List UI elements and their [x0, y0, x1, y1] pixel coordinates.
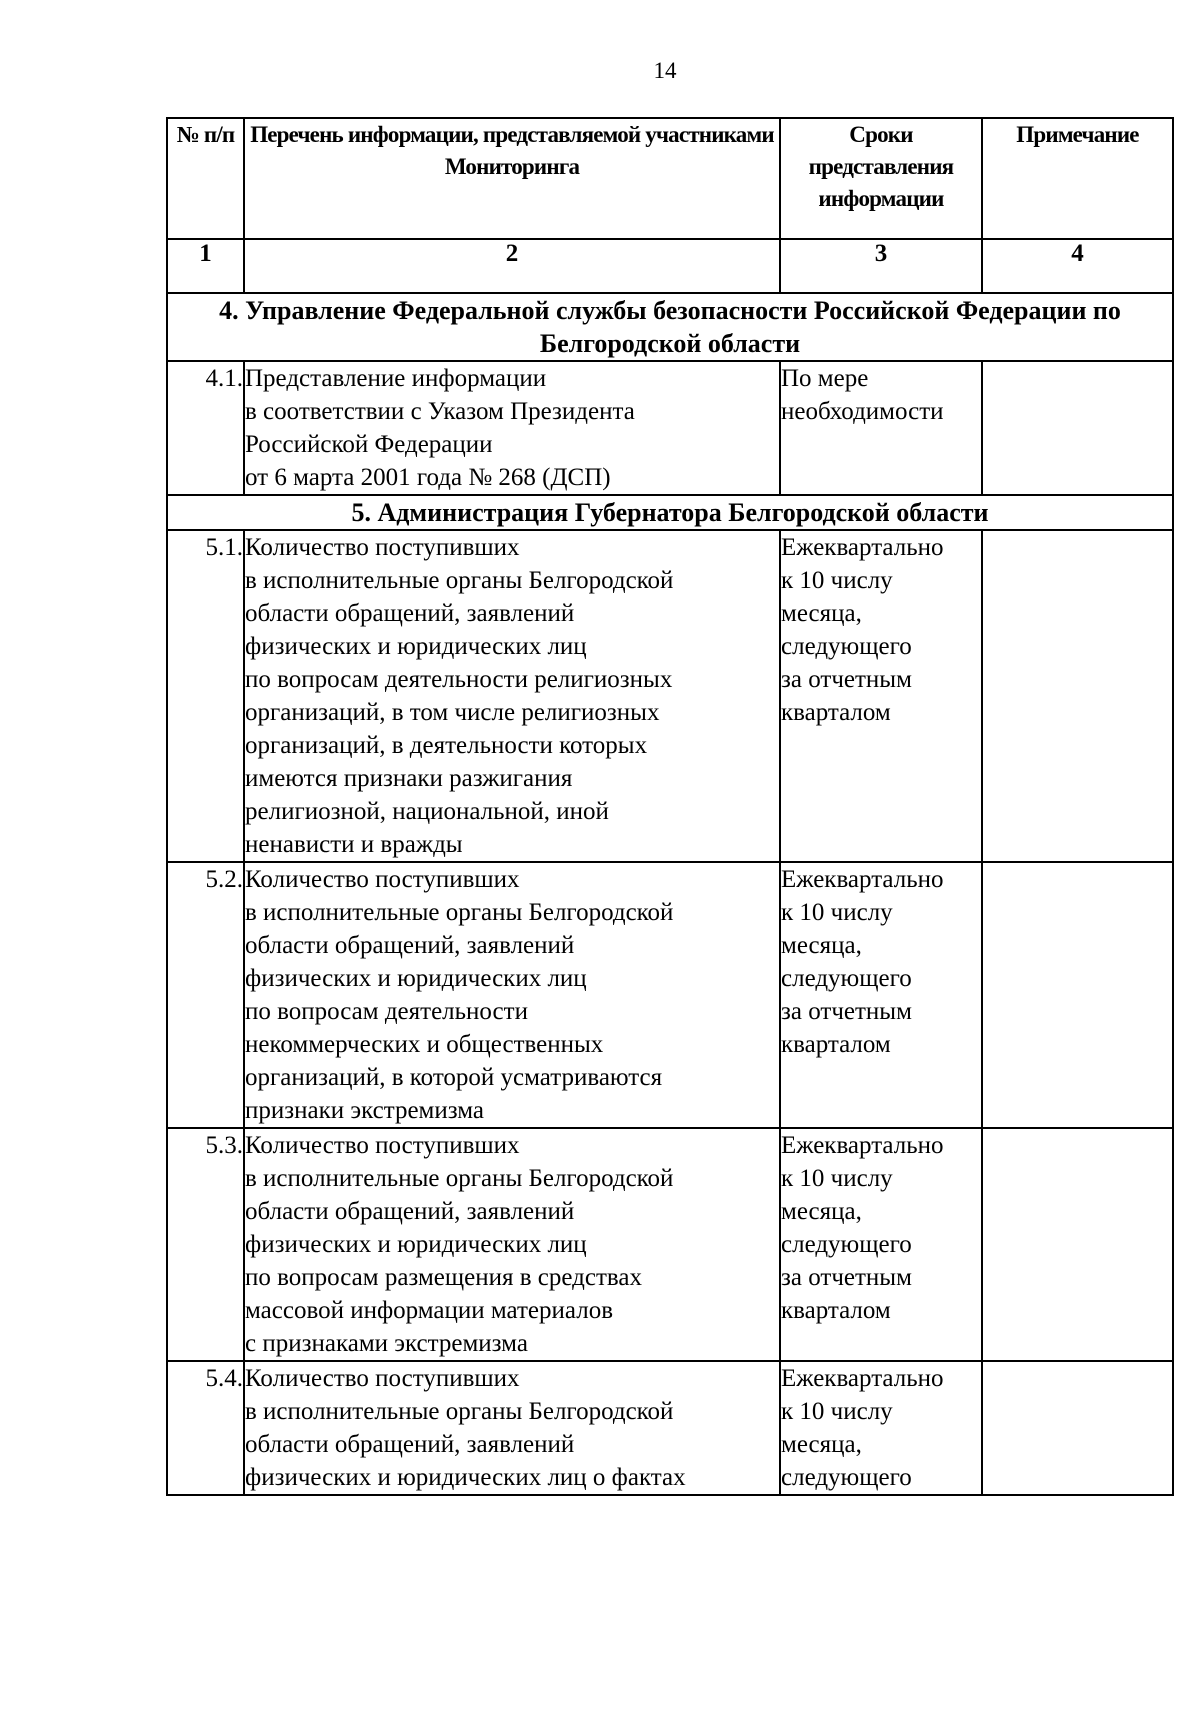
table-row: [167, 862, 1173, 1128]
row-note: [982, 530, 1173, 862]
column-number: 3: [780, 239, 982, 293]
row-number: 5.2.: [167, 862, 244, 1128]
row-text: Количество поступивших в исполнительные органы Белгородской области обращений, заявлений физических и юридических лиц по вопросам деятельности религиозных организаций, в том числе религиозных организаций, в деятельности которых имеются признаки разжигания религиозной, национальной, иной ненависти и вражды: [244, 530, 780, 862]
row-text: Представление информации в соответствии с Указом Президента Российской Федерации от 6 марта 2001 года № 268 (ДСП): [244, 361, 780, 495]
table-row: [167, 1361, 1173, 1495]
row-text: Количество поступивших в исполнительные органы Белгородской области обращений, заявлений физических и юридических лиц о фактах: [244, 1361, 780, 1495]
row-term: Ежеквартально к 10 числу месяца, следующего за отчетным кварталом: [780, 1128, 982, 1361]
column-number-row: [167, 239, 1173, 293]
row-note: [982, 1128, 1173, 1361]
row-number: 5.4.: [167, 1361, 244, 1495]
row-note: [982, 862, 1173, 1128]
row-text: Количество поступивших в исполнительные органы Белгородской области обращений, заявлений физических и юридических лиц по вопросам размещения в средствах массовой информации материалов с признаками экстремизма: [244, 1128, 780, 1361]
header-terms: Сроки представления информации: [780, 118, 982, 239]
monitoring-table: [166, 117, 1174, 1496]
table-row: [167, 530, 1173, 862]
row-number: 4.1.: [167, 361, 244, 495]
column-number: 1: [167, 239, 244, 293]
section-row: [167, 495, 1173, 530]
section-title: 4. Управление Федеральной службы безопасности Российской Федерации по Белгородской области: [167, 293, 1173, 361]
row-term: Ежеквартально к 10 числу месяца, следующего за отчетным кварталом: [780, 530, 982, 862]
row-term: Ежеквартально к 10 числу месяца, следующего за отчетным кварталом: [780, 862, 982, 1128]
header-info-list: Перечень информации, представляемой участниками Мониторинга: [244, 118, 780, 239]
row-note: [982, 1361, 1173, 1495]
page-number: 14: [653, 58, 677, 83]
row-term: Ежеквартально к 10 числу месяца, следующего: [780, 1361, 982, 1495]
header-number: № п/п: [167, 118, 244, 239]
row-note: [982, 361, 1173, 495]
row-term: По мере необходимости: [780, 361, 982, 495]
header-row: [167, 118, 1173, 239]
column-number: 4: [982, 239, 1173, 293]
column-number: 2: [244, 239, 780, 293]
section-title: 5. Администрация Губернатора Белгородской области: [167, 495, 1173, 530]
row-number: 5.3.: [167, 1128, 244, 1361]
table-row: [167, 361, 1173, 495]
section-row: [167, 293, 1173, 361]
row-number: 5.1.: [167, 530, 244, 862]
row-text: Количество поступивших в исполнительные органы Белгородской области обращений, заявлений физических и юридических лиц по вопросам деятельности некоммерческих и общественных организаций, в которой усматриваются признаки экстремизма: [244, 862, 780, 1128]
table-row: [167, 1128, 1173, 1361]
header-note: Примечание: [982, 118, 1173, 239]
